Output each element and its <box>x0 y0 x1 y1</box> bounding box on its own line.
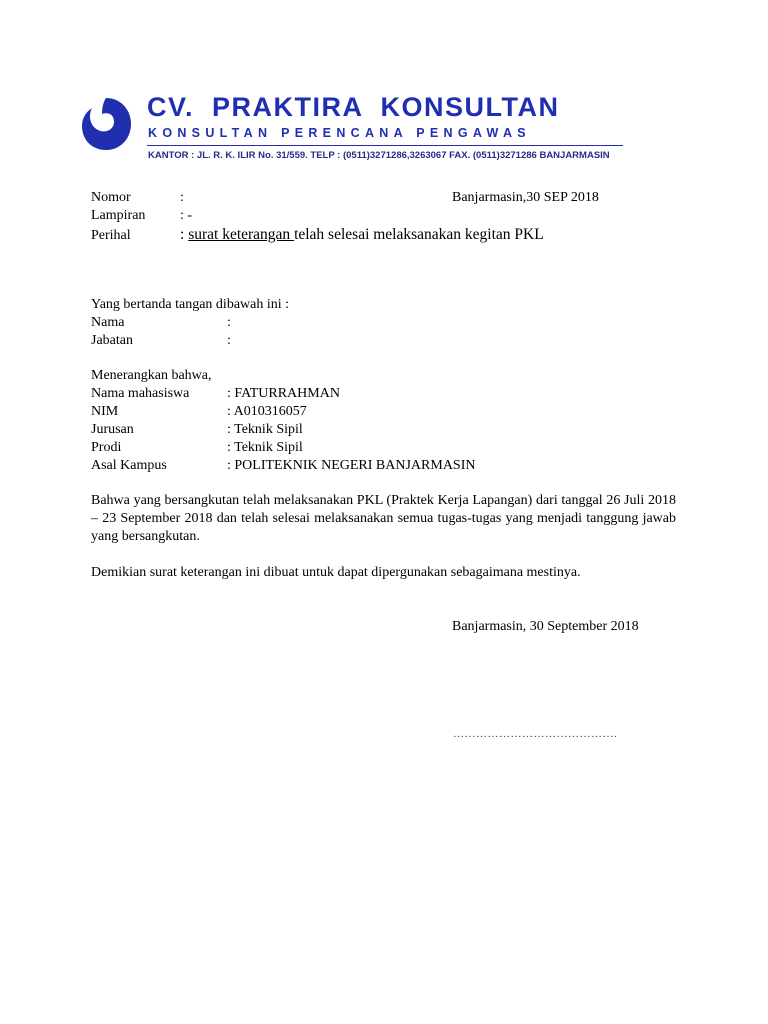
lampiran-label: Lampiran <box>91 208 146 223</box>
lampiran-value: : - <box>180 208 193 223</box>
nomor-value: : <box>180 190 184 205</box>
student-field-label: Nama mahasiswa <box>91 386 190 401</box>
header-rule <box>147 145 623 146</box>
company-name: CV. PRAKTIRA KONSULTAN <box>147 92 560 122</box>
student-field-value: : FATURRAHMAN <box>227 386 340 401</box>
nomor-label: Nomor <box>91 190 131 205</box>
signer-intro: Yang bertanda tangan dibawah ini : <box>91 297 290 312</box>
company-tagline: KONSULTAN PERENCANA PENGAWAS <box>148 126 531 140</box>
student-field-value: : Teknik Sipil <box>227 440 303 455</box>
student-field-value: : POLITEKNIK NEGERI BANJARMASIN <box>227 458 476 473</box>
letter-date: Banjarmasin,30 SEP 2018 <box>452 190 599 205</box>
company-logo <box>80 96 132 152</box>
student-intro: Menerangkan bahwa, <box>91 368 212 383</box>
closing-date: Banjarmasin, 30 September 2018 <box>452 619 639 634</box>
signer-jabatan-value: : <box>227 333 231 348</box>
signature-line: ……………………………………. <box>453 728 618 740</box>
perihal-label: Perihal <box>91 228 131 243</box>
student-field-value: : Teknik Sipil <box>227 422 303 437</box>
perihal-colon: : <box>180 226 189 243</box>
student-field-label: Jurusan <box>91 422 134 437</box>
signer-jabatan-label: Jabatan <box>91 333 133 348</box>
perihal-value <box>180 226 544 244</box>
perihal-rest-text: telah selesai melaksanakan kegitan PKL <box>294 226 544 243</box>
signer-nama-label: Nama <box>91 315 125 330</box>
student-field-label: NIM <box>91 404 119 419</box>
company-address: KANTOR : JL. R. K. ILIR No. 31/559. TELP : (0511)3271286,3263067 FAX. (0511)3271286 BANJARMASIN <box>148 150 610 161</box>
body-paragraph: Bahwa yang bersangkutan telah melaksanakan PKL (Praktek Kerja Lapangan) dari tanggal 26 Juli 2018 – 23 September 2018 dan telah selesai melaksanakan semua tugas-tugas yang menjadi tanggung jawab yang bersangkutan. <box>91 493 676 544</box>
closing-paragraph: Demikian surat keterangan ini dibuat untuk dapat dipergunakan sebagaimana mestinya. <box>91 565 581 580</box>
perihal-underlined-text: surat keterangan <box>188 226 295 243</box>
student-field-value: : A010316057 <box>227 404 307 419</box>
student-field-label: Prodi <box>91 440 122 455</box>
student-field-label: Asal Kampus <box>91 458 167 473</box>
signer-nama-value: : <box>227 315 231 330</box>
